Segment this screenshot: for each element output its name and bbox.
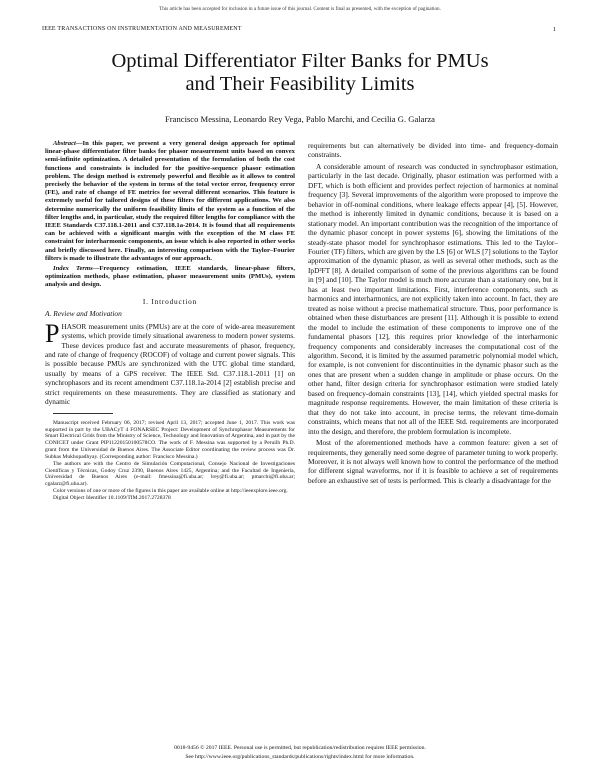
section-heading-introduction: I. Introduction (142, 296, 198, 306)
title-line-2: and Their Feasibility Limits (185, 73, 415, 95)
copyright-footer (0, 744, 600, 762)
paper-title (0, 50, 600, 96)
paragraph-common-feature: Most of the aforementioned methods have a common feature: given a set of requirements, they generally need some degree of parameter tuning to work properly. Moreover, it is not always well known how to control the performance of the method for different signal waveforms, nor if it is feasible to achieve a set of requirements before an exhaustive set of tests is performed. This is clearly a disadvantage for the (308, 438, 558, 485)
page-number: 1 (552, 26, 556, 33)
paragraph-continued: requirements but can alternatively be divided into time- and frequency-domain constraints. (308, 141, 558, 160)
abstract-text: —In this paper, we present a very general design approach for optimal linear-phase differentiator filter banks for phasor measurement units based on convex semi-infinite optimization. A detailed presentation of the formulation of both the cost functions and constraints is included for the positive-sequence phasor estimation problem. The design method is extremely powerful and flexible as it allows to control precisely the behavior of the system in terms of the total vector error, frequency error (FE), and rate of change of FE metrics for several different scenarios. This feature is extremely useful for tailored designs of these filters for different applications. We also determine numerically the uniform feasibility limits of the system as a function of the filter lengths and, in particular, study the required filter lengths for compliance with the IEEE Standards C37.118.1-2011 and C37.118.1a-2014. It is found that all requirements can be achieved with a significant margin with the exception of the M class FE constraint for interharmonic components, an issue which is also reported in other works and briefly discussed here. Finally, an interesting comparison with the Taylor–Fourier filters is made to illustrate the advantages of our approach. (45, 140, 295, 262)
drop-cap: P (45, 318, 60, 348)
author-list: Francisco Messina, Leonardo Rey Vega, Pablo Marchi, and Cecilia G. Galarza (165, 114, 435, 124)
paragraph-research-review: A considerable amount of research was conducted in synchrophasor estimation, particularly in the last decade. Originally, phasor estimation was performed with a DFT, which is both efficient and provides perfect rejection of harmonics at nominal frequency [3]. Several improvements of the algorithm were proposed to improve the behavior in off-nominal conditions, where leakage effects appear [4], [5]. However, the method is inherently limited in dynamic conditions, because it is based on a stationary model. An important contribution was the recognition of the importance of the dynamic phasor concept in power systems [6], showing the limitations of the steady-state phasor model for synchrophasor estimations. This led to the Taylor–Fourier (TF) filters, which are given by the LS [6] or WLS [7] solutions to the Taylor approximation of the dynamic phasor, as well as several other methods, such as the IpD²FT [8]. A detailed comparison of some of the previous algorithms can be found in [9] and [10]. The Taylor model is much more accurate than a stationary one, but it has at least two important limitations. First, interference components, such as harmonics and interharmonics, are not explicitly taken into account. In fact, they are treated as noise without a precise mathematical structure. Thus, poor performance is obtained when these disturbances are present [11]. Although it is possible to extend the model to include the estimation of these components to improve one of the fundamental phasors [12], this requires prior knowledge of the interharmonic frequency components and considerably increases the computational cost of the algorithm. Second, it is limited by the assumed parametric polynomial model which, for example, is not convenient for discontinuities in the dynamic phasor such as the ones that are present when a sudden change in amplitude or phase occurs. On the other hand, filter design criteria for synchrophasor estimation were studied lately based on frequency-domain constraints [13], [14], which yielded spectral masks for magnitude response requirements. However, the main limitation of these criteria is that they do not take into account, in precise terms, the relevant time-domain constraints, which means that not all of the IEEE Std. requirements are incorporated into the design, and therefore, the problem formulation is incomplete. (308, 161, 558, 436)
footnote-color-versions: Color versions of one or more of the figures in this paper are available online at http://ieeexplore.ieee.org. (53, 488, 288, 495)
footnote-doi: Digital Object Identifier 10.1109/TIM.2017.2728378 (53, 495, 171, 502)
intro-paragraph-text: HASOR measurement units (PMUs) are at the core of wide-area measurement systems, which provide timely situational awareness to modern power systems. These devices produce fast and accurate measurements of phasor, frequency, and rate of change of frequency (ROCOF) of voltage and current power signals. This is possible because PMUs are synchronized with the UTC global time standard, usually by means of a GPS receiver. The IEEE Std. C37.118.1-2011 [1] on synchrophasors and its recent amendment C37.118.1a-2014 [2] establish precise and strict requirements on these measurements. They are classified as stationary and dynamic (45, 321, 295, 407)
title-line-1: Optimal Differentiator Filter Banks for PMUs (111, 50, 489, 72)
copyright-line: 0018-9456 © 2017 IEEE. Personal use is permitted, but republication/redistribution requires IEEE permission. (174, 745, 426, 751)
left-column (45, 140, 295, 502)
subsection-heading-review: A. Review and Motivation (45, 308, 122, 318)
footnote-divider (53, 413, 113, 414)
right-column (308, 141, 558, 485)
index-terms (45, 265, 295, 290)
rights-link-line: See http://www.ieee.org/publications_standards/publications/rights/index.html for more information. (185, 754, 415, 760)
footnote-received: Manuscript received February 06, 2017; revised April 13, 2017; accepted June 1, 2017. This work was supported in part by the UBACyT 4 FONARSEC Project: Development of Synchrophasor Measurements for Smart Electrical Grids from the Ministry of Science, Technology and Innovation of Argentina, and in part by the CONICET under Grant PIP11220150100578CO. The work of F. Messina was supported by a Peruilh Ph.D. grant from the Universidad de Buenos Aires. The Associate Editor coordinating the review process was Dr. Subhas Mukhopadhyay. (Corresponding author: Francisco Messina.) (45, 419, 295, 460)
footnote-affiliation: The authors are with the Centro de Simulación Computacional, Consejo Nacional de Investigaciones Científicas y Técnicas, Godoy Cruz 2390, Buenos Aires 1425, Argentina; and the Facultad de Ingeniería, Universidad de Buenos Aires (e-mail: fmessina@fi.uba.ar; lrey@fi.uba.ar; pmarchi@fi.uba.ar; cgalarz@fi.uba.ar). (45, 460, 295, 488)
running-head: IEEE TRANSACTIONS ON INSTRUMENTATION AND MEASUREMENT (42, 26, 242, 32)
acceptance-notice: This article has been accepted for inclusion in a future issue of this journal. Content is final as presented, with the exception of pagination. (159, 6, 441, 12)
intro-paragraph (45, 318, 295, 407)
abstract (45, 140, 295, 263)
index-terms-label: Index Terms (53, 265, 93, 273)
index-terms-text: —Frequency estimation, IEEE standards, linear-phase filters, optimization methods, phase estimation, phasor measurement units (PMUs), system analysis and design. (45, 265, 295, 289)
abstract-label: Abstract (53, 140, 76, 147)
